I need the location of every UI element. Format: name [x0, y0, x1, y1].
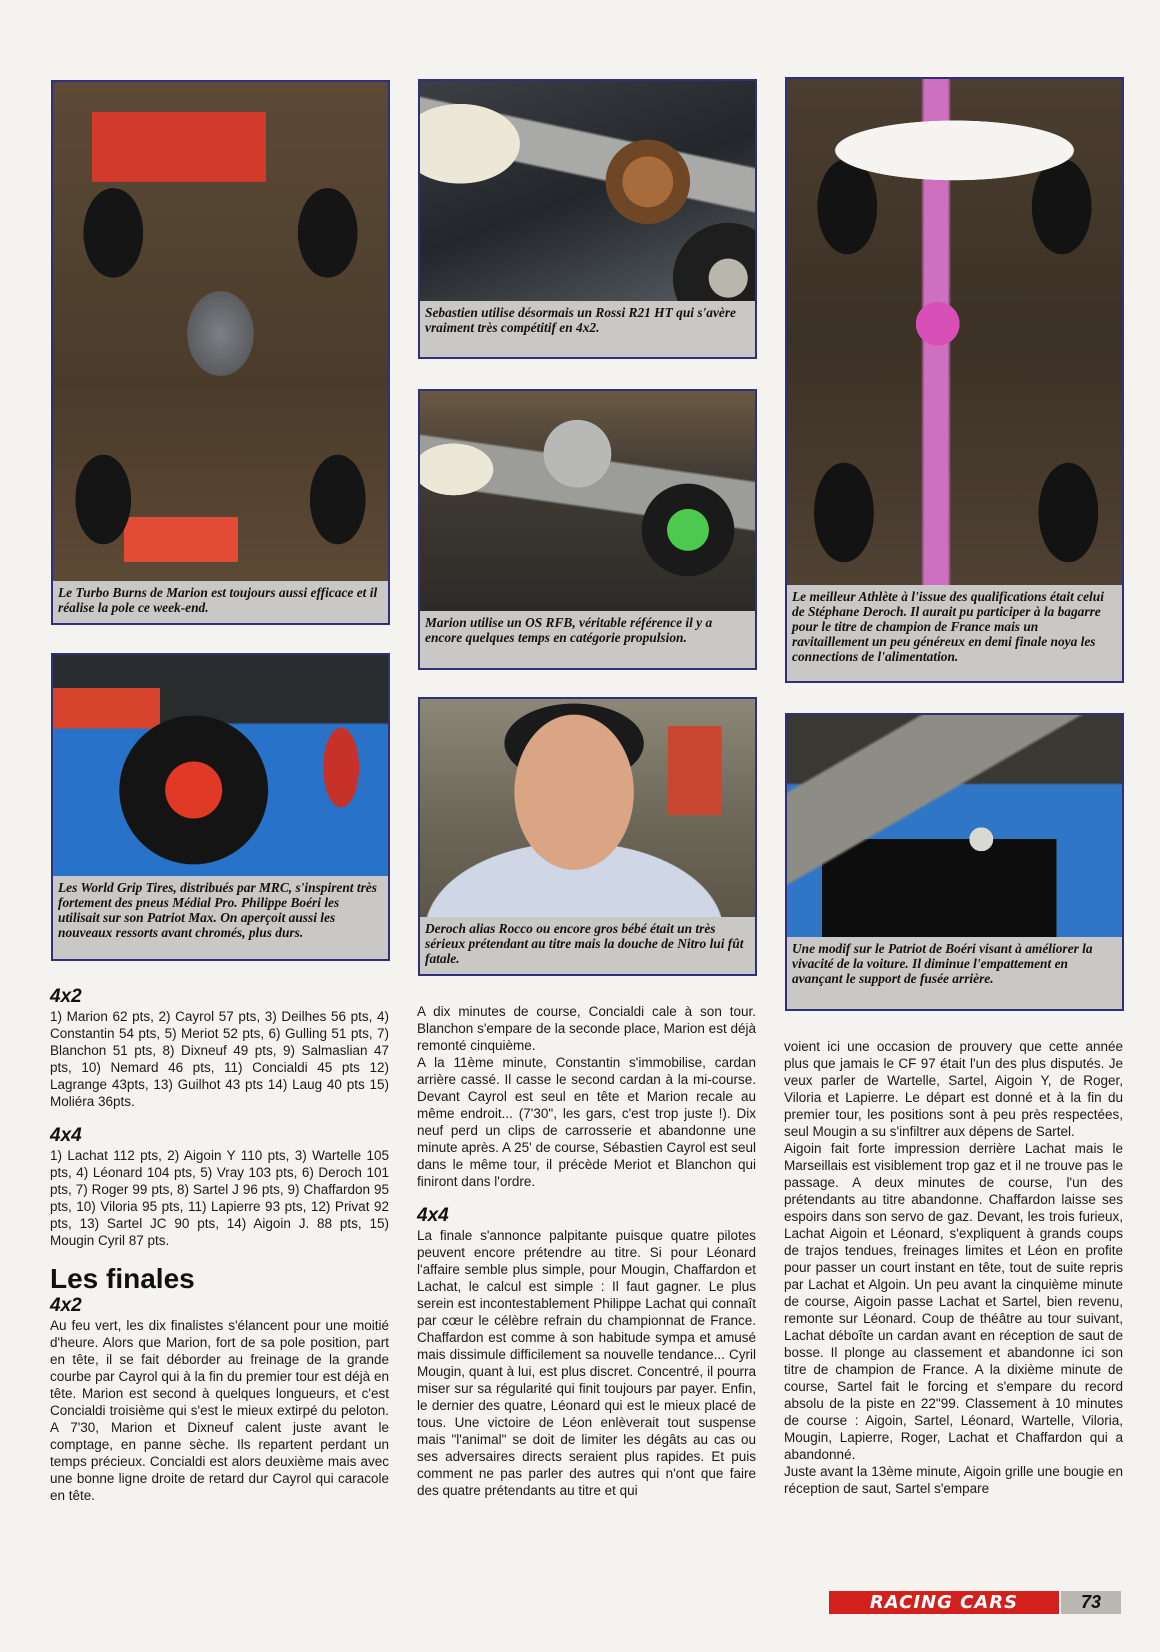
photo-rossi-engine — [418, 79, 757, 359]
photo-world-grip-tires — [51, 653, 390, 961]
article-paragraph: A la 11ème minute, Constantin s'immobilise, cardan arrière cassé. Il casse le second cardan à la mi-course. Devant Cayrol est seul en tête et Marion recale au même endroit... (7'30", les gars, c'est trop juste !). Dix neuf perd un clips de carrosserie et abandonne une minute après. A 25' de course, Sébastien Cayrol est seul dans le même tour, il précède Meriot et Blanchon qui finiront dans l'ordre. — [417, 1055, 756, 1189]
racing-cars-logo — [829, 1591, 1059, 1614]
photo-caption: Le Turbo Burns de Marion est toujours aussi efficace et il réalise la pole ce week-end. — [53, 581, 388, 623]
heading-4x2-results: 4x2 — [50, 986, 82, 1007]
photo-patriot-modif — [785, 713, 1124, 1011]
column-3 — [784, 1038, 1123, 1497]
photo-caption: Une modif sur le Patriot de Boéri visant à améliorer la vivacité de la voiture. Il diminue l'empattement en avançant le support de fusée arrière. — [787, 937, 1122, 1009]
photo-image — [420, 81, 755, 305]
heading-finale-4x4: 4x4 — [417, 1205, 449, 1226]
photo-caption: Deroch alias Rocco ou encore gros bébé était un très sérieux prétendant au titre mais la douche de Nitro lui fût fatale. — [420, 917, 755, 974]
heading-les-finales: Les finales — [50, 1263, 195, 1294]
column-1 — [50, 986, 389, 1504]
finale-4x2-text: Au feu vert, les dix finalistes s'élancent pour une moitié d'heure. Alors que Marion, fort de sa pole position, part en tête, il se fait déborder au freinage de la grande courbe par Cayrol qui à la fin du premier tour est déjà en tête. Marion est second à quelques longueurs, et c'est Concialdi troisième qui s'est le mieux extirpé du peloton. A 7'30, Marion et Dixneuf calent juste avant le comptage, en panne sèche. Ils repartent perdant un temps précieux. Concialdi est alors deuxième mais avec une bonne ligne droite de retard dur Cayrol qui caracole en tête. — [50, 1318, 389, 1503]
article-paragraph: Aigoin fait forte impression derrière Lachat mais le Marseillais est visiblement trop gaz et il ne trouve pas le passage. A deux minutes de course, l'un des prétendants au titre abandonne. Chaffardon laisse ses espoirs dans son servo de gaz. Devant, les trois furieux, Lachat Aigoin et Léonard, s'expliquent à grands coups de trajos tendues, freinages limites et Léon en profite pour passer un court instant en tête, tout de suite repris par Lachat et Algoin. Un peu avant la cinquième minute de course, Aigoin passe Lachat et Sartel, bien revenu, remonte sur Léonard. Coup de théâtre au tour suivant, Lachat déboîte un cardan avant en réception de saut de bosse. Il plonge au classement et abandonne ici son titre de champion de France. A la dixième minute de course, Sartel fait le forcing et s'empare du record absolu de la piste en 22"99. Classement à 10 minutes de course : Aigoin, Sartel, Léonard, Wartelle, Viloria, Mougin, Lapierre, Roger, Lachat et Chaffardon qui a abandonné. — [784, 1141, 1123, 1462]
column-2 — [417, 1003, 756, 1499]
article-paragraph: Juste avant la 13ème minute, Aigoin grille une bougie en réception de saut, Sartel s'empare — [784, 1464, 1123, 1496]
photo-image — [420, 699, 755, 921]
results-4x2: 1) Marion 62 pts, 2) Cayrol 57 pts, 3) Deilhes 56 pts, 4) Constantin 54 pts, 5) Meriot 52 pts, 6) Gulling 51 pts, 7) Blanchon 51 pts, 8) Dixneuf 49 pts, 9) Salmaslian 47 pts, 10) Nemard 46 pts, 11) Concialdi 45 pts 12) Lagrange 43pts, 13) Guilhot 43 pts 14) Laug 40 pts 15) Moliéra 36pts. — [50, 1009, 389, 1109]
article-paragraph: voient ici une occasion de prouvery que cette année plus que jamais le CF 97 était l'un des plus disputés. Je veux parler de Wartelle, Sartel, Aigoin Y, de Roger, Viloria et Lapierre. Le départ est donné et à la fin du premier tour, les positions sont à peu près respectées, seul Mougin a su s'infiltrer aux dépens de Sartel. — [784, 1039, 1123, 1139]
heading-finale-4x2: 4x2 — [50, 1295, 82, 1316]
photo-image — [420, 391, 755, 615]
logo-text: RACING CARS — [869, 1592, 1019, 1613]
photo-deroch-portrait — [418, 697, 757, 976]
page-number: 73 — [1061, 1591, 1121, 1614]
photo-caption: Marion utilise un OS RFB, véritable référence il y a encore quelques temps en catégorie propulsion. — [420, 611, 755, 668]
photo-caption: Le meilleur Athlète à l'issue des qualifications était celui de Stéphane Deroch. Il aurait pu participer à la bagarre pour le titre de champion de France mais un ravitaillement un peu généreux en demi finale noya les connections de l'alimentation. — [787, 585, 1122, 681]
results-4x4: 1) Lachat 112 pts, 2) Aigoin Y 110 pts, 3) Wartelle 105 pts, 4) Léonard 104 pts, 5) Vray 103 pts, 6) Deroch 101 pts, 7) Roger 99 pts, 8) Sartel J 96 pts, 9) Chaffardon 95 pts, 10) Viloria 95 pts, 11) Lapierre 93 pts, 12) Privat 92 pts, 13) Sartel JC 90 pts, 14) Aigoin J. 88 pts, 15) Mougin Cyril 87 pts. — [50, 1148, 389, 1248]
photo-caption: Sebastien utilise désormais un Rossi R21 HT qui s'avère vraiment très compétitif en 4x2. — [420, 301, 755, 357]
photo-image — [787, 715, 1122, 941]
article-paragraph: A dix minutes de course, Concialdi cale à son tour. Blanchon s'empare de la seconde place, Marion est déjà remonté cinquième. — [417, 1004, 756, 1053]
photo-image — [53, 655, 388, 880]
photo-image — [787, 79, 1122, 589]
photo-caption: Les World Grip Tires, distribués par MRC, s'inspirent très fortement des pneus Médial Pro. Philippe Boéri les utilisait sur son Patriot Max. On aperçoit aussi les nouveaux ressorts avant chromés, plus durs. — [53, 876, 388, 959]
photo-image — [53, 82, 388, 585]
photo-athlete-deroch — [785, 77, 1124, 683]
photo-os-rfb — [418, 389, 757, 670]
heading-4x4-results: 4x4 — [50, 1125, 82, 1146]
article-paragraph: La finale s'annonce palpitante puisque quatre pilotes peuvent encore prétendre au titre. Si pour Léonard l'affaire semble plus simple, pour Mougin, Chaffardon et Lachat, le calcul est simple : Il faut gagner. Le plus serein est incontestablement Philippe Lachat qui connaît par cœur le célèbre refrain du championnat de France. Chaffardon est comme à son habitude sympa et amusé mais dissimule difficilement sa nouvelle tendance... Cyril Mougin, quant à lui, est plus discret. Concentré, il pourra miser sur sa régularité qui finit toujours par payer. Enfin, le dernier des quatre, Léonard qui est le mieux placé de tous. Une victoire de Léon enlèverait tout suspense mais "l'animal" se doit de limiter les dégâts au cas ou ses adversaires directs seraient plus rapides. Et puis comment ne pas parler des autres qui n'ont que faire des quatre prétendants au titre et qui — [417, 1228, 756, 1498]
photo-turbo-burns — [51, 80, 390, 625]
